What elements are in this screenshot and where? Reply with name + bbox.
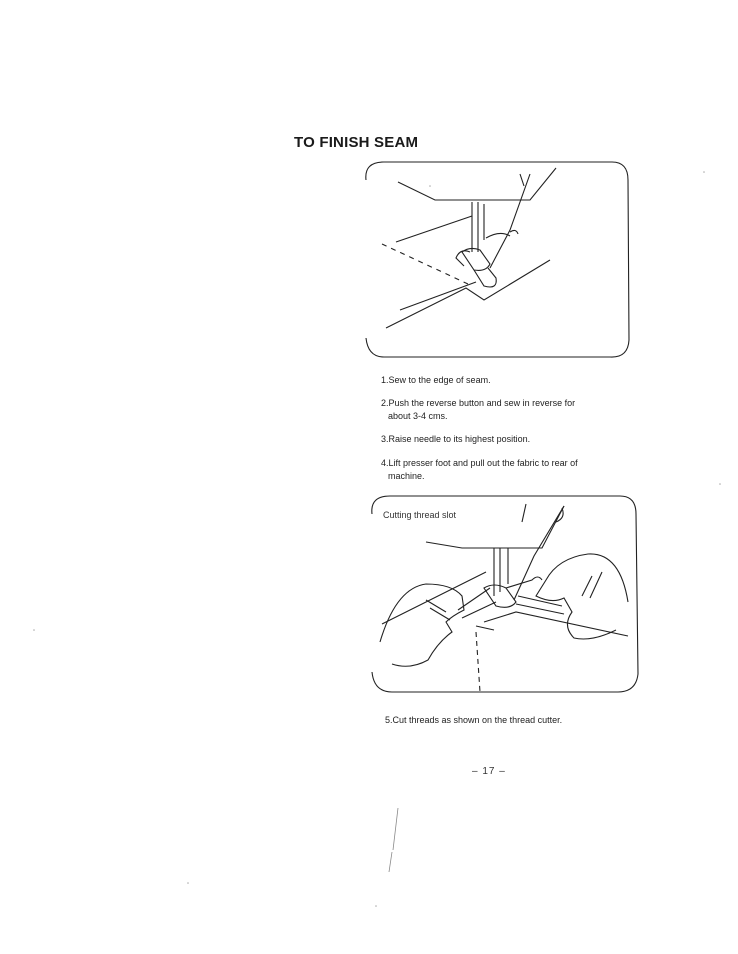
cutting-thread-slot-label: Cutting thread slot (383, 510, 457, 520)
step-5-text: 5.Cut threads as shown on the thread cutter. (385, 715, 563, 725)
step-2-text: 2.Push the reverse button and sew in reverse for (381, 398, 576, 408)
step-1-text: 1.Sew to the edge of seam. (381, 375, 491, 385)
section-title: TO FINISH SEAM (294, 134, 419, 151)
page-number: – 17 – (472, 766, 506, 777)
step-3-text: 3.Raise needle to its highest position. (381, 434, 531, 444)
step-4-text-cont: machine. (388, 471, 425, 481)
step-2-text-cont: about 3-4 cms. (388, 411, 448, 421)
step-4-text: 4.Lift presser foot and pull out the fabric to rear of (381, 458, 578, 468)
